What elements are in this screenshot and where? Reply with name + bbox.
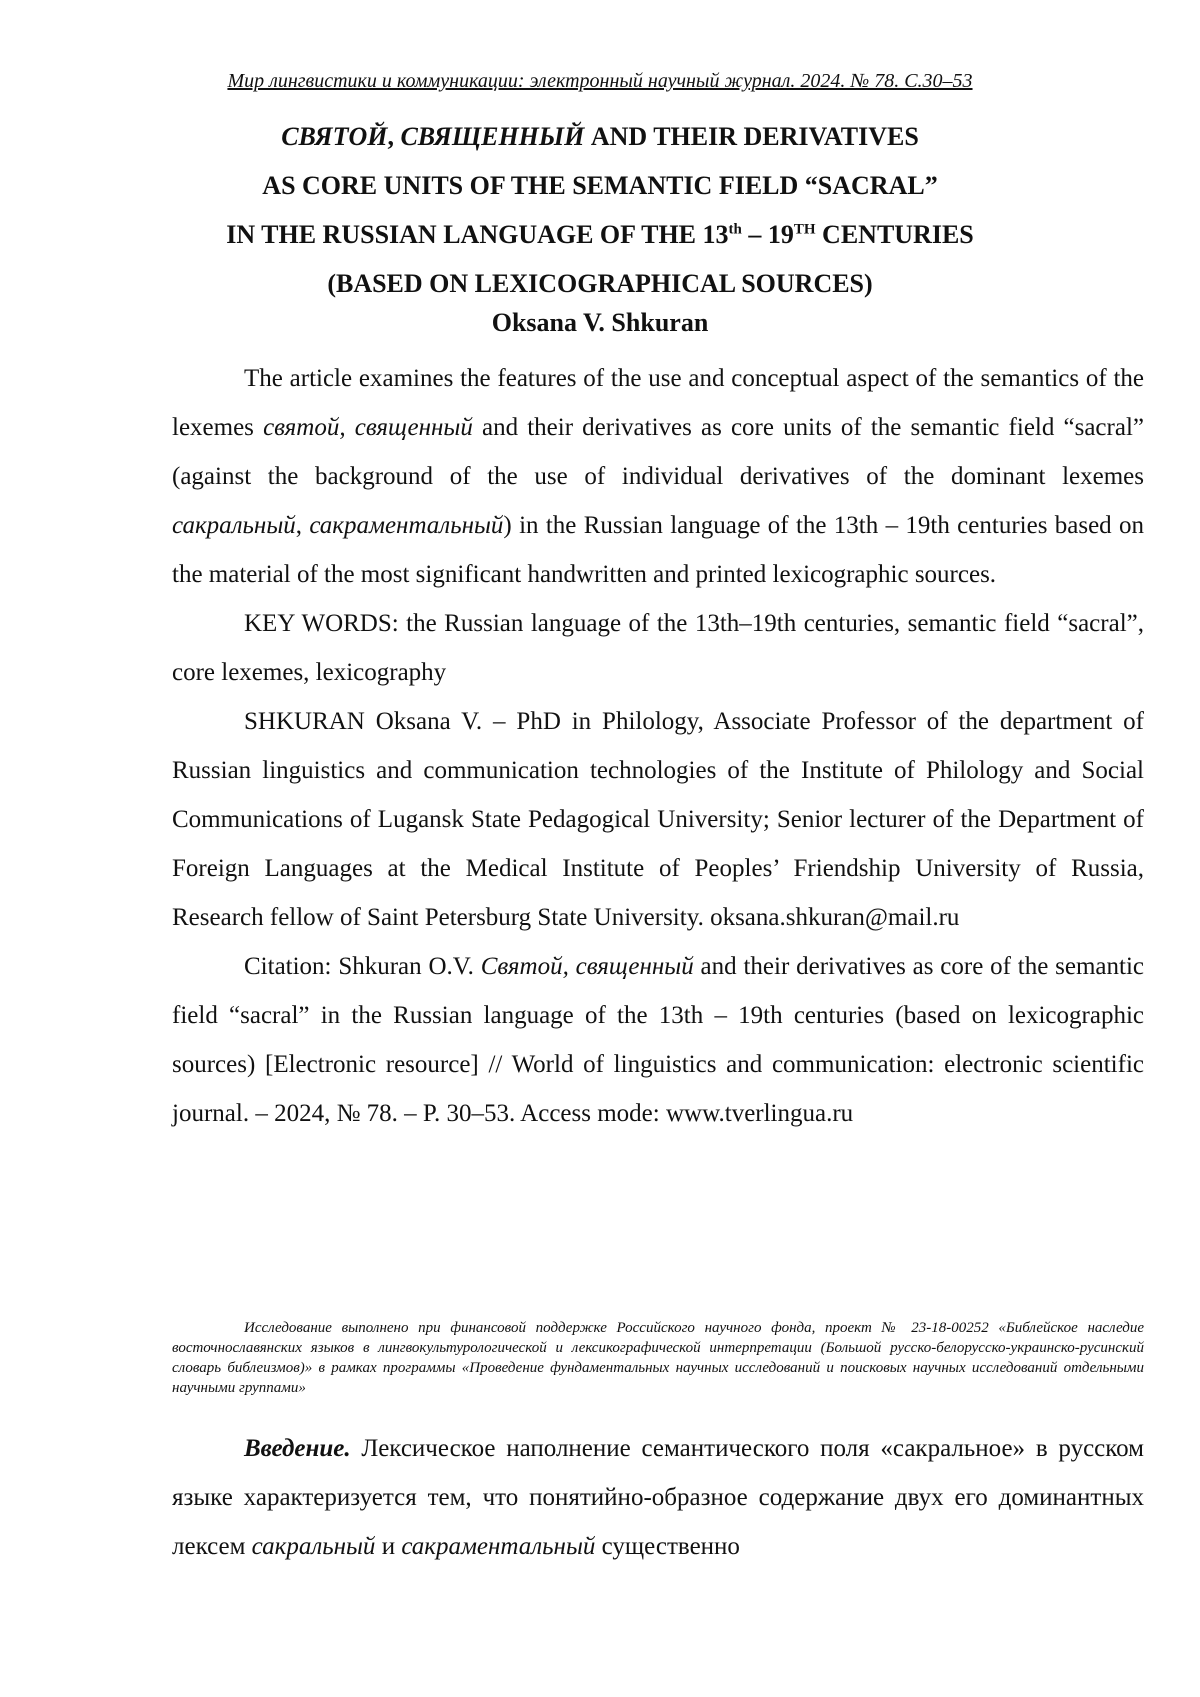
keywords-paragraph: KEY WORDS: the Russian language of the 13th–19th centuries, semantic field “sacral”, core lexemes, lexicography <box>172 610 1144 686</box>
title-lexeme-2: СВЯЩЕННЫЙ <box>400 122 585 151</box>
abstract-lexemes: святой, священный <box>263 414 473 441</box>
journal-header-text: Мир лингвистики и коммуникации: электронный научный журнал. 2024. № 78. С.30–53 <box>227 70 973 92</box>
title-line-3-b: – 19 <box>741 220 794 249</box>
abstract-text-1: The article examines the features of the use and conceptual aspect of the semantics of the lexemes <box>172 365 1144 441</box>
journal-running-header <box>0 70 1200 93</box>
abstract-text-3: , <box>295 512 310 539</box>
intro-paragraph <box>172 1424 1144 1571</box>
title-sup-1: th <box>728 221 742 238</box>
title-line-2: AS CORE UNITS OF THE SEMANTIC FIELD “SACRAL” <box>262 171 938 200</box>
citation-lexemes: Святой, священный <box>480 953 694 980</box>
intro-lexeme-sacral: сакральный <box>251 1533 376 1560</box>
abstract-text-2: and their derivatives as core units of the semantic field “sacral” (against the background of the use of individual derivatives of the dominant lexemes <box>172 414 1144 490</box>
intro-text-2: и <box>375 1533 402 1560</box>
english-summary <box>172 354 1144 1138</box>
title-line-3-a: IN THE RUSSIAN LANGUAGE OF THE 13 <box>226 220 729 249</box>
citation-text-1: Citation: Shkuran O.V. <box>244 953 481 980</box>
intro-heading: Введение. <box>244 1435 351 1462</box>
title-sup-2: TH <box>793 221 816 238</box>
title-line-4: (BASED ON LEXICOGRAPHICAL SOURCES) <box>327 269 873 298</box>
introduction-section <box>172 1424 1144 1571</box>
abstract-lexeme-sacral: сакральный <box>172 512 296 539</box>
intro-text-1: Лексическое наполнение семантического поля «сакральное» в русском языке характеризуется тем, что понятийно-образное содержание двух его доминантных лексем <box>172 1435 1144 1560</box>
abstract-lexeme-sacramental: сакраментальный <box>309 512 504 539</box>
abstract-text-4: ) in the Russian language of the 13th – 19th centuries based on the material of the most significant handwritten and printed lexicographic sources. <box>172 512 1144 588</box>
title-line-3 <box>100 210 1100 259</box>
funding-note: Исследование выполнено при финансовой поддержке Российского научного фонда, проект № 23-18-00252 «Библейское наследие восточнославянских языков в лингвокультурологической и лексикографической интерпретации (Большой русско-белорусско-украинско-русинский словарь библеизмов)» в рамках программы «Проведение фундаментальных научных исследований и поисковых научных исследований отдельными научными группами» <box>172 1320 1144 1396</box>
title-separator: , <box>387 122 401 151</box>
title-line-3-c: CENTURIES <box>815 220 974 249</box>
author-name: Oksana V. Shkuran <box>491 308 709 337</box>
intro-text-3: существенно <box>595 1533 740 1560</box>
article-title <box>100 112 1100 308</box>
citation-text-2: and their derivatives as core of the semantic field “sacral” in the Russian language of the 13th – 19th centuries (based on lexicographic sources) [Electronic resource] // World of linguistics and communication: electronic scientific journal. – 2024, № 78. – P. 30–53. Access mode: www.tverlingua.ru <box>172 953 1145 1127</box>
author-bio-paragraph: SHKURAN Oksana V. – PhD in Philology, Associate Professor of the department of Russian linguistics and communication technologies of the Institute of Philology and Social Communications of Lugansk State Pedagogical University; Senior lecturer of the Department of Foreign Languages at the Medical Institute of Peoples’ Friendship University of Russia, Research fellow of Saint Petersburg State University. oksana.shkuran@mail.ru <box>172 708 1144 931</box>
intro-lexeme-sacramental: сакраментальный <box>401 1533 596 1560</box>
citation-paragraph <box>172 942 1144 1138</box>
title-lexeme-1: СВЯТОЙ <box>281 122 388 151</box>
abstract-paragraph <box>172 354 1144 599</box>
title-line-1-rest: AND THEIR DERIVATIVES <box>584 122 919 151</box>
title-line-1 <box>100 112 1100 161</box>
